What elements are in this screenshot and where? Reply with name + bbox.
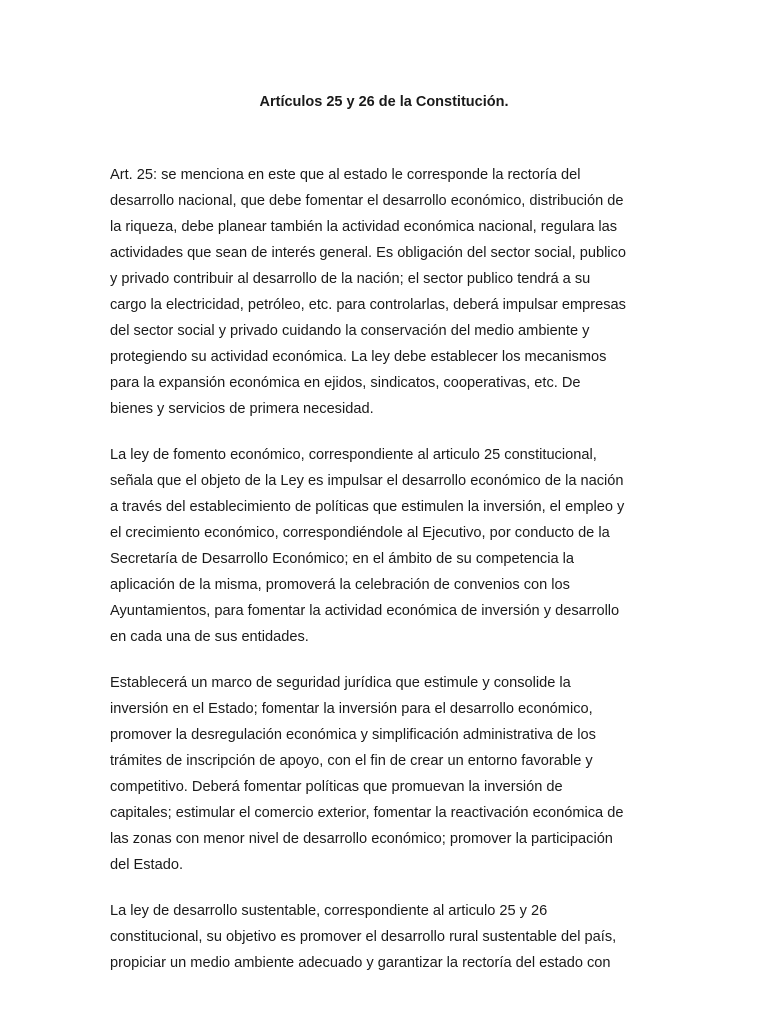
- text-line: Secretaría de Desarrollo Económico; en el ámbito de su competencia la: [110, 551, 574, 567]
- paragraph: [110, 898, 660, 976]
- text-line: capitales; estimular el comercio exterior, fomentar la reactivación económica de: [110, 805, 624, 821]
- text-line: bienes y servicios de primera necesidad.: [110, 401, 374, 417]
- text-line: propiciar un medio ambiente adecuado y garantizar la rectoría del estado con: [110, 955, 611, 971]
- text-line: a través del establecimiento de políticas que estimulen la inversión, el empleo y: [110, 499, 625, 515]
- text-line: La ley de fomento económico, correspondiente al articulo 25 constitucional,: [110, 447, 597, 463]
- text-line: y privado contribuir al desarrollo de la nación; el sector publico tendrá a su: [110, 271, 591, 287]
- document-body: [110, 162, 660, 996]
- paragraph: [110, 162, 660, 422]
- text-line: inversión en el Estado; fomentar la inversión para el desarrollo económico,: [110, 701, 593, 717]
- text-line: Ayuntamientos, para fomentar la actividad económica de inversión y desarrollo: [110, 603, 620, 619]
- text-line: promover la desregulación económica y simplificación administrativa de los: [110, 727, 596, 743]
- text-line: para la expansión económica en ejidos, sindicatos, cooperativas, etc. De: [110, 375, 581, 391]
- text-line: en cada una de sus entidades.: [110, 629, 309, 645]
- paragraph: [110, 670, 660, 878]
- text-line: actividades que sean de interés general. Es obligación del sector social, publico: [110, 245, 626, 261]
- text-line: señala que el objeto de la Ley es impulsar el desarrollo económico de la nación: [110, 473, 624, 489]
- text-line: el crecimiento económico, correspondiéndole al Ejecutivo, por conducto de la: [110, 525, 610, 541]
- text-line: La ley de desarrollo sustentable, correspondiente al articulo 25 y 26: [110, 903, 548, 919]
- text-line: del sector social y privado cuidando la conservación del medio ambiente y: [110, 323, 590, 339]
- text-line: Establecerá un marco de seguridad jurídica que estimule y consolide la: [110, 675, 571, 691]
- text-line: Art. 25: se menciona en este que al estado le corresponde la rectoría del: [110, 167, 581, 183]
- text-line: la riqueza, debe planear también la actividad económica nacional, regulara las: [110, 219, 618, 235]
- text-line: las zonas con menor nivel de desarrollo económico; promover la participación: [110, 831, 613, 847]
- paragraph: [110, 442, 660, 650]
- text-line: trámites de inscripción de apoyo, con el fin de crear un entorno favorable y: [110, 753, 593, 769]
- text-line: protegiendo su actividad económica. La ley debe establecer los mecanismos: [110, 349, 607, 365]
- document-title: Artículos 25 y 26 de la Constitución.: [259, 94, 509, 110]
- text-line: cargo la electricidad, petróleo, etc. para controlarlas, deberá impulsar empresas: [110, 297, 626, 313]
- text-line: aplicación de la misma, promoverá la celebración de convenios con los: [110, 577, 570, 593]
- text-line: constitucional, su objetivo es promover el desarrollo rural sustentable del país,: [110, 929, 617, 945]
- text-line: desarrollo nacional, que debe fomentar el desarrollo económico, distribución de: [110, 193, 624, 209]
- text-line: competitivo. Deberá fomentar políticas que promuevan la inversión de: [110, 779, 563, 795]
- text-line: del Estado.: [110, 857, 184, 873]
